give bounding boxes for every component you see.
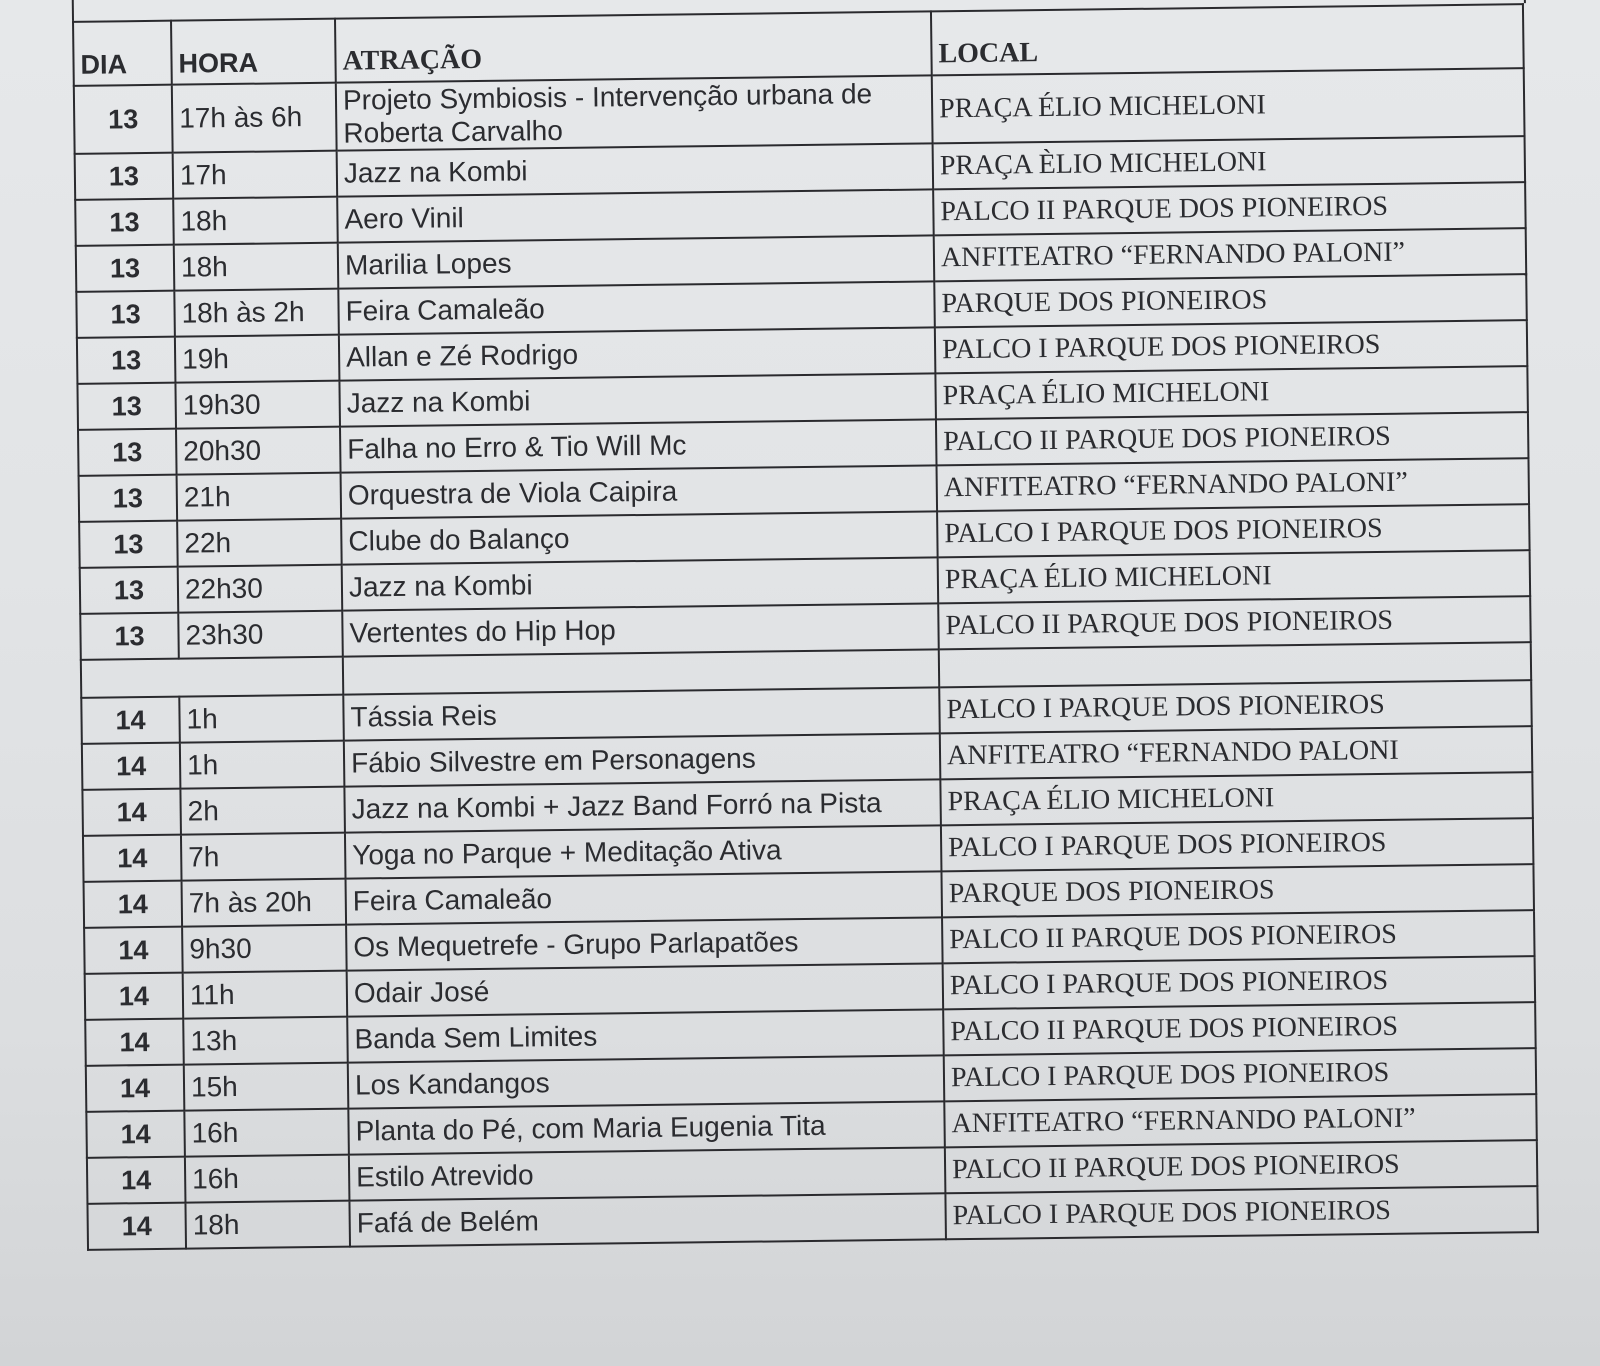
- cell-hora: 18h: [185, 1201, 350, 1249]
- cell-dia: 14: [84, 881, 183, 928]
- cell-local: ANFITEATRO “FERNANDO PALONI”: [944, 1094, 1537, 1147]
- cell-dia: 13: [75, 199, 174, 246]
- cell-hora: 17h às 6h: [172, 83, 337, 153]
- cell-dia: 13: [80, 613, 179, 660]
- cell-dia: 14: [86, 1111, 185, 1158]
- cell-hora: 21h: [177, 473, 342, 521]
- cell-atracao: Planta do Pé, com Maria Eugenia Tita: [348, 1101, 945, 1154]
- cell-dia: 13: [77, 337, 176, 384]
- cell-hora: 20h30: [176, 427, 341, 475]
- cell-hora: 22h: [177, 519, 342, 567]
- cell-atracao: Banda Sem Limites: [347, 1009, 944, 1062]
- cell-atracao: Fábio Silvestre em Personagens: [344, 733, 941, 786]
- cell-local: PALCO I PARQUE DOS PIONEIROS: [937, 504, 1530, 557]
- cell-dia: 14: [82, 743, 181, 790]
- cell-local: PALCO I PARQUE DOS PIONEIROS: [943, 956, 1536, 1009]
- cell-atracao: Estilo Atrevido: [349, 1147, 946, 1200]
- cell-atracao: Fafá de Belém: [349, 1193, 946, 1246]
- cell-hora: 1h: [179, 695, 344, 743]
- cell-hora: 7h às 20h: [182, 879, 347, 927]
- cell-local: PALCO II PARQUE DOS PIONEIROS: [943, 1002, 1536, 1055]
- cell-local: PARQUE DOS PIONEIROS: [941, 864, 1534, 917]
- header-local: LOCAL: [931, 4, 1524, 75]
- cell-hora: 2h: [180, 787, 345, 835]
- day-13-rows: [74, 68, 1531, 660]
- cell-local: PARQUE DOS PIONEIROS: [934, 274, 1527, 327]
- cell-atracao: Jazz na Kombi: [339, 373, 936, 426]
- cell-dia: 14: [86, 1065, 185, 1112]
- cell-hora: 17h: [173, 151, 338, 199]
- header-hora: HORA: [171, 19, 336, 85]
- cell-dia: 14: [85, 1019, 184, 1066]
- cell-atracao: Projeto Symbiosis - Intervenção urbana de Roberta Carvalho: [336, 75, 933, 150]
- cell-local: PALCO I PARQUE DOS PIONEIROS: [941, 818, 1534, 871]
- cell-dia: 13: [79, 475, 178, 522]
- cell-atracao: Los Kandangos: [348, 1055, 945, 1108]
- cell-local: PALCO I PARQUE DOS PIONEIROS: [935, 320, 1528, 373]
- cell-atracao: Yoga no Parque + Meditação Ativa: [345, 825, 942, 878]
- cell-local: PRAÇA ÈLIO MICHELONI: [933, 136, 1526, 189]
- cell-dia: 14: [87, 1157, 186, 1204]
- cell-hora: 16h: [185, 1155, 350, 1203]
- cell-hora: 19h: [175, 335, 340, 383]
- cell-local: PALCO II PARQUE DOS PIONEIROS: [945, 1140, 1538, 1193]
- cell-dia: 13: [74, 85, 173, 154]
- cell-atracao: Jazz na Kombi: [342, 557, 939, 610]
- cell-hora: 15h: [184, 1063, 349, 1111]
- cell-local: PRAÇA ÉLIO MICHELONI: [935, 366, 1528, 419]
- schedule-table: [72, 3, 1539, 1251]
- cell-hora: 13h: [183, 1017, 348, 1065]
- cell-dia: 13: [78, 429, 177, 476]
- cell-local: PALCO I PARQUE DOS PIONEIROS: [939, 680, 1532, 733]
- cell-local: ANFITEATRO “FERNANDO PALONI”: [937, 458, 1530, 511]
- cell-dia: 14: [85, 973, 184, 1020]
- cell-dia: 13: [80, 567, 179, 614]
- cell-hora: 1h: [180, 741, 345, 789]
- cell-atracao: Tássia Reis: [343, 687, 940, 740]
- cell-local: ANFITEATRO “FERNANDO PALONI”: [934, 228, 1527, 281]
- header-dia: DIA: [73, 21, 172, 86]
- cell-atracao: Odair José: [347, 963, 944, 1016]
- cell-dia: 14: [84, 927, 183, 974]
- cell-hora: 18h: [174, 243, 339, 291]
- cell-dia: 13: [79, 521, 178, 568]
- cell-atracao: Os Mequetrefe - Grupo Parlapatões: [346, 917, 943, 970]
- cell-atracao: Falha no Erro & Tio Will Mc: [340, 419, 937, 472]
- cell-atracao: Feira Camaleão: [338, 281, 935, 334]
- cell-dia: 13: [76, 245, 175, 292]
- schedule-sheet: [52, 0, 1558, 1349]
- cell-dia: 14: [81, 697, 180, 744]
- cell-hora: 7h: [181, 833, 346, 881]
- cell-hora: 18h: [173, 197, 338, 245]
- cell-local: PALCO I PARQUE DOS PIONEIROS: [944, 1048, 1537, 1101]
- cell-atracao: Aero Vinil: [337, 189, 934, 242]
- cell-local: PRAÇA ÉLIO MICHELONI: [932, 68, 1525, 143]
- cell-local: PALCO II PARQUE DOS PIONEIROS: [942, 910, 1535, 963]
- spacer-cell: [81, 657, 343, 698]
- cell-hora: 11h: [183, 971, 348, 1019]
- cell-atracao: Vertentes do Hip Hop: [342, 603, 939, 656]
- cell-atracao: Orquestra de Viola Caipira: [341, 465, 938, 518]
- cell-local: PRAÇA ÉLIO MICHELONI: [940, 772, 1533, 825]
- cell-atracao: Clube do Balanço: [341, 511, 938, 564]
- cell-hora: 16h: [184, 1109, 349, 1157]
- cell-hora: 23h30: [178, 611, 343, 659]
- cell-atracao: Jazz na Kombi: [337, 143, 934, 196]
- cell-atracao: Marilia Lopes: [338, 235, 935, 288]
- cell-dia: 13: [75, 153, 174, 200]
- cell-local: PALCO I PARQUE DOS PIONEIROS: [945, 1186, 1538, 1239]
- cell-hora: 9h30: [182, 925, 347, 973]
- cell-local: PALCO II PARQUE DOS PIONEIROS: [936, 412, 1529, 465]
- cell-dia: 14: [82, 789, 181, 836]
- cell-local: ANFITEATRO “FERNANDO PALONI: [940, 726, 1533, 779]
- cell-dia: 14: [87, 1203, 186, 1250]
- cell-atracao: Allan e Zé Rodrigo: [339, 327, 936, 380]
- cell-local: PALCO II PARQUE DOS PIONEIROS: [933, 182, 1526, 235]
- cell-atracao: Feira Camaleão: [346, 871, 943, 924]
- day-14-rows: [81, 680, 1538, 1250]
- cell-atracao: Jazz na Kombi + Jazz Band Forró na Pista: [344, 779, 941, 832]
- cell-hora: 19h30: [175, 381, 340, 429]
- cell-hora: 18h às 2h: [174, 289, 339, 337]
- header-atracao: ATRAÇÃO: [335, 11, 932, 82]
- cell-dia: 13: [77, 383, 176, 430]
- cell-local: PALCO II PARQUE DOS PIONEIROS: [938, 596, 1531, 649]
- cell-dia: 13: [76, 291, 175, 338]
- cell-local: PRAÇA ÉLIO MICHELONI: [938, 550, 1531, 603]
- cell-dia: 14: [83, 835, 182, 882]
- cell-hora: 22h30: [178, 565, 343, 613]
